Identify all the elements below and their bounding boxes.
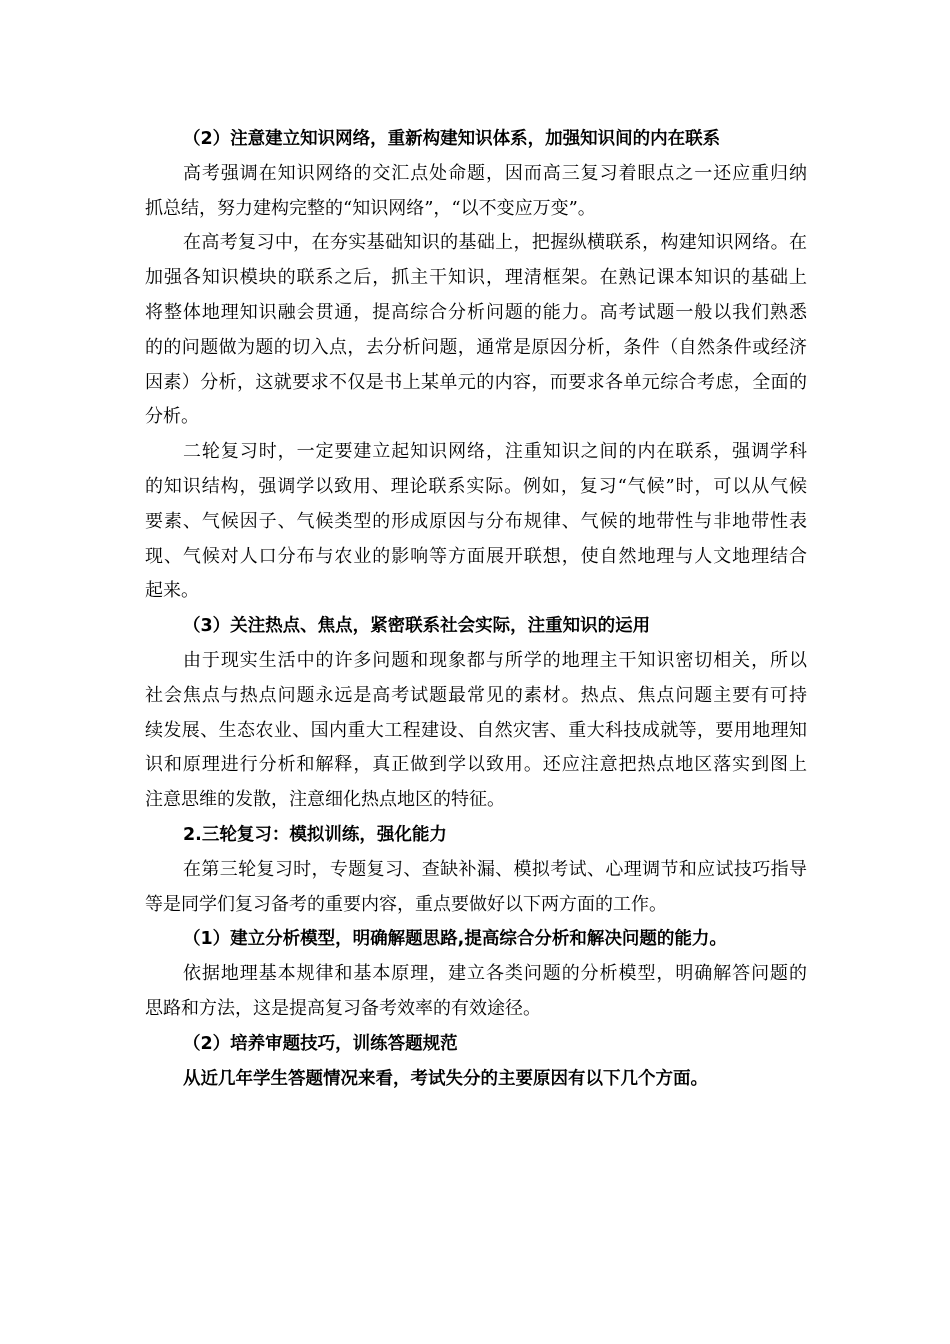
section-heading: （2）注意建立知识网络，重新构建知识体系，加强知识间的内在联系 xyxy=(183,129,721,149)
paragraph-line: 注意思维的发散，注意细化热点地区的特征。 xyxy=(145,789,505,811)
paragraph-line: 现、气候对人口分布与农业的影响等方面展开联想，使自然地理与人文地理结合 xyxy=(145,545,807,567)
document-body xyxy=(145,122,807,1096)
paragraph-line: 思路和方法，这是提高复习备考效率的有效途径。 xyxy=(145,997,541,1019)
paragraph-line: 因素）分析，这就要求不仅是书上某单元的内容，而要求各单元综合考虑，全面的 xyxy=(145,371,807,393)
paragraph-line: 起来。 xyxy=(145,580,199,602)
paragraph-line: 等是同学们复习备考的重要内容，重点要做好以下两方面的工作。 xyxy=(145,893,667,915)
paragraph-line: 在第三轮复习时，专题复习、查缺补漏、模拟考试、心理调节和应试技巧指导 xyxy=(183,858,807,880)
section-heading: （3）关注热点、焦点，紧密联系社会实际，注重知识的运用 xyxy=(183,616,651,637)
paragraph-line: 抓总结，努力建构完整的“知识网络”，“以不变应万变”。 xyxy=(145,197,596,219)
paragraph-line: 依据地理基本规律和基本原理，建立各类问题的分析模型，明确解答问题的 xyxy=(183,963,807,985)
paragraph-line: 社会焦点与热点问题永远是高考试题最常见的素材。热点、焦点问题主要有可持 xyxy=(145,684,807,706)
paragraph-line: 在高考复习中，在夯实基础知识的基础上，把握纵横联系，构建知识网络。在 xyxy=(183,232,807,254)
section-heading: 2.三轮复习：模拟训练，强化能力 xyxy=(183,824,447,845)
section-heading: 从近几年学生答题情况来看，考试失分的主要原因有以下几个方面。 xyxy=(183,1068,708,1089)
section-heading: （1）建立分析模型，明确解题思路,提高综合分析和解决问题的能力。 xyxy=(183,929,727,950)
paragraph-line: 的的问题做为题的切入点，去分析问题，通常是原因分析，条件（自然条件或经济 xyxy=(145,336,807,358)
paragraph-line: 要素、气候因子、气候类型的形成原因与分布规律、气候的地带性与非地带性表 xyxy=(145,510,807,532)
paragraph-line: 的知识结构，强调学以致用、理论联系实际。例如，复习“气候”时，可以从气候 xyxy=(145,475,807,497)
paragraph-line: 二轮复习时，一定要建立起知识网络，注重知识之间的内在联系，强调学科 xyxy=(183,441,807,463)
paragraph-line: 将整体地理知识融会贯通，提高综合分析问题的能力。高考试题一般以我们熟悉 xyxy=(145,301,807,323)
paragraph-line: 高考强调在知识网络的交汇点处命题，因而高三复习着眼点之一还应重归纳 xyxy=(183,162,807,184)
section-heading: （2）培养审题技巧，训练答题规范 xyxy=(183,1033,458,1054)
paragraph-line: 由于现实生活中的许多问题和现象都与所学的地理主干知识密切相关，所以 xyxy=(183,649,807,671)
paragraph-line: 识和原理进行分析和解释，真正做到学以致用。还应注意把热点地区落实到图上 xyxy=(145,754,807,776)
paragraph-line: 分析。 xyxy=(145,406,199,428)
paragraph-line: 加强各知识模块的联系之后，抓主干知识，理清框架。在熟记课本知识的基础上 xyxy=(145,267,807,289)
paragraph-line: 续发展、生态农业、国内重大工程建设、自然灾害、重大科技成就等，要用地理知 xyxy=(145,719,807,741)
